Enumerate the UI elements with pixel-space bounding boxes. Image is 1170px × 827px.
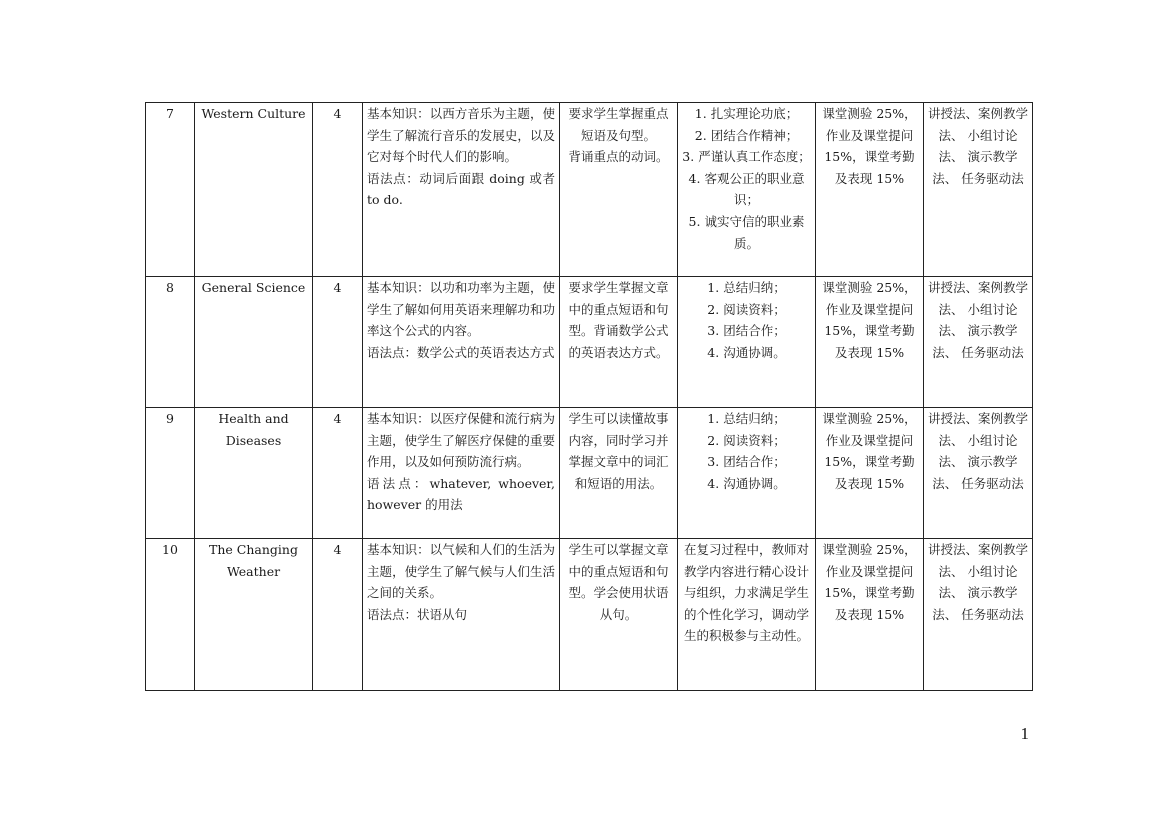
unit-title: The Changing Weather bbox=[195, 539, 313, 691]
content-cell bbox=[363, 539, 560, 691]
unit-title: General Science bbox=[195, 277, 313, 408]
content-knowledge: 基本知识：以医疗保健和流行病为主题，使学生了解医疗保健的重要作用，以及如何预防流行病。 bbox=[367, 411, 555, 470]
unit-hours: 4 bbox=[313, 539, 363, 691]
requirement-text: 要求学生掌握文章中的重点短语和句型。背诵数学公式的英语表达方式。 bbox=[568, 280, 669, 360]
unit-hours: 4 bbox=[313, 408, 363, 539]
teaching-methods-cell: 讲授法、案例教学法、 小组讨论法、 演示教学法、 任务驱动法 bbox=[924, 539, 1033, 691]
quality-goals-cell bbox=[678, 103, 816, 277]
requirement-text: 学生可以读懂故事内容，同时学习并掌握文章中的词汇和短语的用法。 bbox=[568, 411, 669, 491]
content-grammar: 语法点：whatever, whoever, however 的用法 bbox=[367, 475, 555, 513]
quality-goals-cell bbox=[678, 277, 816, 408]
assessment-cell: 课堂测验 25%，作业及课堂提问 15%，课堂考勤及表现 15% bbox=[816, 539, 924, 691]
quality-item: 在复习过程中，教师对教学内容进行精心设计与组织，力求满足学生的个性化学习，调动学生的积极参与主动性。 bbox=[683, 542, 809, 644]
unit-number: 7 bbox=[146, 103, 195, 277]
table-row bbox=[146, 277, 1033, 408]
unit-number: 9 bbox=[146, 408, 195, 539]
content-grammar: 语法点：动词后面跟 doing 或者 to do. bbox=[367, 170, 555, 208]
quality-item: 2. 阅读资料； bbox=[707, 301, 786, 317]
content-cell bbox=[363, 408, 560, 539]
quality-item: 4. 沟通协调。 bbox=[707, 344, 786, 360]
unit-hours: 4 bbox=[313, 277, 363, 408]
quality-item: 1. 扎实理论功底； bbox=[694, 106, 799, 121]
content-cell bbox=[363, 277, 560, 408]
unit-title: Western Culture bbox=[195, 103, 313, 277]
quality-item: 4. 客观公正的职业意识； bbox=[688, 170, 805, 208]
quality-item: 3. 严谨认真工作态度； bbox=[682, 149, 811, 165]
quality-item: 3. 团结合作； bbox=[707, 454, 786, 470]
requirement-text: 学生可以掌握文章中的重点短语和句型。学会使用状语从句。 bbox=[568, 542, 669, 622]
requirement-text: 背诵重点的动词。 bbox=[568, 149, 669, 165]
content-knowledge: 基本知识：以西方音乐为主题，使学生了解流行音乐的发展史，以及它对每个时代人们的影响。 bbox=[367, 106, 555, 165]
quality-item: 2. 团结合作精神； bbox=[694, 127, 799, 143]
content-grammar: 语法点：数学公式的英语表达方式 bbox=[367, 344, 555, 360]
content-knowledge: 基本知识：以气候和人们的生活为主题，使学生了解气候与人们生活之间的关系。 bbox=[367, 542, 555, 601]
requirement-text: 要求学生掌握重点短语及句型。 bbox=[568, 106, 669, 143]
unit-hours: 4 bbox=[313, 103, 363, 277]
page-number: 1 bbox=[1020, 724, 1029, 743]
quality-item: 2. 阅读资料； bbox=[707, 432, 786, 448]
assessment-cell: 课堂测验 25%，作业及课堂提问 15%，课堂考勤及表现 15% bbox=[816, 103, 924, 277]
quality-goals-cell bbox=[678, 539, 816, 691]
quality-goals-cell bbox=[678, 408, 816, 539]
content-cell bbox=[363, 103, 560, 277]
table-row bbox=[146, 103, 1033, 277]
teaching-methods-cell: 讲授法、案例教学法、 小组讨论法、 演示教学法、 任务驱动法 bbox=[924, 277, 1033, 408]
requirements-cell bbox=[560, 408, 678, 539]
teaching-methods-cell: 讲授法、案例教学法、 小组讨论法、 演示教学法、 任务驱动法 bbox=[924, 103, 1033, 277]
assessment-cell: 课堂测验 25%，作业及课堂提问 15%，课堂考勤及表现 15% bbox=[816, 408, 924, 539]
unit-number: 8 bbox=[146, 277, 195, 408]
requirements-cell bbox=[560, 277, 678, 408]
unit-title: Health and Diseases bbox=[195, 408, 313, 539]
assessment-cell: 课堂测验 25%，作业及课堂提问 15%，课堂考勤及表现 15% bbox=[816, 277, 924, 408]
quality-item: 3. 团结合作； bbox=[707, 323, 786, 339]
quality-item: 1. 总结归纳； bbox=[707, 411, 786, 426]
content-knowledge: 基本知识：以功和功率为主题，使学生了解如何用英语来理解功和功率这个公式的内容。 bbox=[367, 280, 555, 339]
teaching-methods-cell: 讲授法、案例教学法、 小组讨论法、 演示教学法、 任务驱动法 bbox=[924, 408, 1033, 539]
table-row bbox=[146, 539, 1033, 691]
quality-item: 5. 诚实守信的职业素质。 bbox=[688, 213, 805, 251]
quality-item: 1. 总结归纳； bbox=[707, 280, 786, 295]
table-row bbox=[146, 408, 1033, 539]
course-schedule-table bbox=[145, 102, 1033, 691]
requirements-cell bbox=[560, 103, 678, 277]
requirements-cell bbox=[560, 539, 678, 691]
unit-number: 10 bbox=[146, 539, 195, 691]
content-grammar: 语法点：状语从句 bbox=[367, 606, 468, 622]
quality-item: 4. 沟通协调。 bbox=[707, 475, 786, 491]
